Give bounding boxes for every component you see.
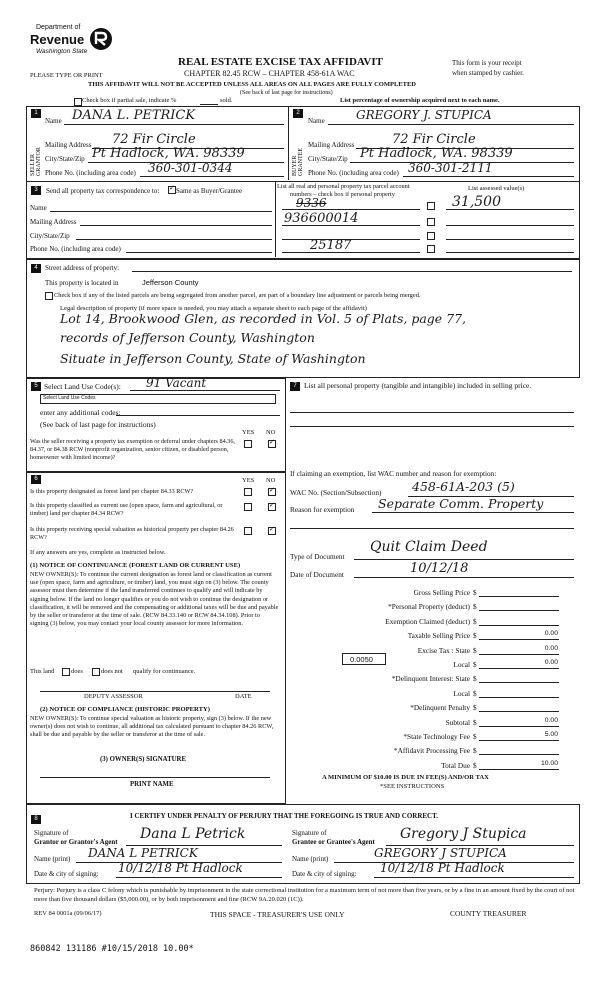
dept-label: Department of (36, 24, 81, 31)
deputy-date-label: DATE (235, 693, 252, 700)
assessed-header: List assessed value(s) (468, 185, 525, 192)
grantor-name-label: Name (print) (34, 855, 71, 863)
warning-line: THIS AFFIDAVIT WILL NOT BE ACCEPTED UNLESS ALL AREAS ON ALL PAGES ARE FULLY COMPLETED (88, 81, 416, 88)
fee-line (479, 754, 559, 755)
historic-question: Is this property receiving special valuation as historical property per chapter 84.26 RCW? (30, 526, 234, 541)
fee-label: *State Technology Fee (403, 732, 470, 741)
land-use-value[interactable]: 91 Vacant (146, 376, 207, 390)
fee-line (479, 711, 559, 712)
personal-property-line-2 (290, 426, 574, 427)
section-1-number: 1 (31, 109, 41, 118)
grantor-print-name[interactable]: DANA L PETRICK (88, 846, 198, 860)
s5-yes-header: YES (242, 429, 255, 436)
deputy-assessor-label: DEPUTY ASSESSOR (84, 693, 143, 700)
corr-city-line (76, 239, 272, 240)
historic-yes-checkbox[interactable] (244, 527, 252, 535)
fee-label: Taxable Selling Price (407, 631, 470, 641)
fee-dollar-sign: $ (473, 703, 477, 713)
s6-yes-header: YES (242, 477, 255, 484)
does-checkbox[interactable] (62, 668, 70, 676)
does-not-label: does not (101, 668, 123, 675)
land-use-label: Select Land Use Code(s): (44, 382, 121, 391)
form-title: REAL ESTATE EXCISE TAX AFFIDAVIT (178, 56, 383, 68)
parcel-number-3[interactable]: 25187 (310, 238, 352, 253)
current-use-question: Is this property classified as current use (open space, farm and agricultural, or timber) land per chapter 84.34 RCW? (30, 502, 223, 517)
fee-label: Gross Selling Price (413, 588, 470, 597)
fee-label: *Delinquent Penalty (410, 703, 470, 713)
segregated-label: Check box if any of the listed parcels are being segregated from another parcel, are part of a boundary line adjustment or parcels being merged. (54, 292, 421, 299)
fee-dollar-sign: $ (473, 717, 477, 727)
if-yes-note: If any answers are yes, complete as instructed below. (30, 549, 166, 556)
fee-label: *Affidavit Processing Fee (393, 746, 470, 756)
doc-type-value[interactable]: Quit Claim Deed (370, 539, 488, 555)
notice-continuance-body: NEW OWNER(S): To continue the current designation as forest land or classification as current use (open space, farm and agriculture, or timber) land, you must sign on (3) below. The county assessor must then determine if the land transferred continues to qualify and will indicate by signing below. If the land no longer qualifies or you do not wish to continue the designation or classification, it will be removed and the compensating or additional taxes will be due and payable by the seller or transferor at the time of sale. (RCW 84.33.140 or RCW 84.34.108). Prior to signing (3) below, you may contact your local county assessor for more information. (30, 571, 279, 628)
grantee-date-city[interactable]: 10/12/18 Pt Hadlock (380, 861, 505, 875)
revenue-label: Revenue (30, 32, 85, 47)
reason-line-2 (290, 528, 574, 529)
deputy-assessor-line (40, 691, 270, 692)
fee-dollar-sign: $ (473, 746, 477, 756)
section-7-number: 7 (290, 382, 300, 391)
seller-city-field[interactable]: Pt Hadlock, WA. 98339 (92, 146, 245, 161)
exemption-question: Was the seller receiving a property tax exemption or deferral under chapters 84.36, 84.37, or 84.38 RCW (nonprofit organization, senior citizen, or disabled person, homeowner with limited income)? (30, 438, 235, 461)
fee-label: *Personal Property (deduct) (388, 602, 470, 612)
parcel-number-2[interactable]: 936600014 (284, 211, 359, 226)
fee-dollar-sign: $ (473, 602, 477, 612)
legal-desc-line-2[interactable]: records of Jefferson County, Washington (60, 330, 315, 345)
section-5-number: 5 (31, 382, 41, 391)
s5-no-header: NO (266, 429, 276, 436)
fee-label: Excise Tax : State (417, 645, 470, 655)
assessed-line-3 (446, 239, 574, 240)
partial-pct-line (200, 104, 218, 105)
print-name-label: PRINT NAME (130, 781, 174, 788)
legal-desc-label: Legal description of property (if more space is needed, you may attach a separate sheet to each page of the affidavit) (60, 305, 367, 312)
receipt-note-1: This form is your receipt (452, 59, 522, 67)
buyer-phone-label: Phone No. (including area code) (308, 169, 399, 177)
doc-date-value[interactable]: 10/12/18 (410, 561, 469, 576)
parcel-header-2: numbers – check box if personal property (290, 191, 395, 198)
current-use-yes-checkbox[interactable] (244, 503, 252, 511)
fee-dollar-sign: $ (473, 631, 477, 641)
seller-side-label: SELLER GRANTOR (30, 147, 42, 176)
section-1-2-divider (288, 106, 289, 180)
assessed-value-1[interactable]: 31,500 (452, 194, 501, 210)
seller-phone-line (140, 176, 284, 177)
grantee-print-name[interactable]: GREGORY J STUPICA (374, 846, 507, 860)
fee-line (479, 596, 559, 597)
exemption-yes-checkbox[interactable] (244, 440, 252, 448)
section-4-number: 4 (31, 264, 41, 273)
forest-yes-checkbox[interactable] (244, 488, 252, 496)
fee-label: *Delinquent Interest: State (391, 674, 470, 684)
buyer-side-label: BUYER GRANTEE (292, 148, 304, 176)
fee-label: Subtotal (445, 717, 470, 727)
section-6-number: 6 (31, 475, 41, 484)
s6-no-header: NO (266, 477, 276, 484)
seller-addr-field[interactable]: 72 Fir Circle (112, 132, 196, 147)
fee-line (479, 610, 559, 611)
receipt-note-2: when stamped by cashier. (452, 69, 524, 77)
parcel-personal-checkbox-3[interactable] (427, 232, 435, 240)
parcel-col-divider (275, 181, 276, 257)
notice-continuance-title: (1) NOTICE OF CONTINUANCE (FOREST LAND OR CURRENT USE) (30, 562, 241, 569)
land-use-select-label: Select Land Use Codes (43, 395, 96, 401)
grantor-sig-label-2: Grantor or Grantor's Agent (34, 838, 118, 846)
please-type: PLEASE TYPE OR PRINT (30, 72, 103, 79)
grantee-sig-label-2: Grantee or Grantee's Agent (292, 838, 375, 846)
section-3-number: 3 (31, 186, 41, 195)
seller-name-line (64, 124, 284, 125)
doc-date-label: Date of Document (290, 570, 344, 579)
personal-property-line-1 (290, 412, 574, 413)
assessed-line-4 (446, 252, 574, 253)
corr-addr-label: Mailing Address (30, 218, 77, 226)
historic-no-checkbox[interactable] (268, 527, 276, 535)
state-label: Washington State (36, 48, 88, 55)
wac-label: WAC No. (Section/Subsection) (290, 488, 382, 497)
seller-city-label: City/State/Zip (45, 155, 85, 163)
grantor-date-city[interactable]: 10/12/18 Pt Hadlock (118, 861, 243, 875)
grantee-date-line (374, 877, 574, 878)
grantor-signature[interactable]: Dana L Petrick (140, 826, 246, 842)
personal-property-label: List all personal property (tangible and intangible) included in selling price. (304, 381, 532, 390)
does-label: does (71, 668, 83, 675)
doc-date-line (354, 577, 574, 578)
current-use-no-checkbox[interactable] (268, 503, 276, 511)
doc-type-label: Type of Document (290, 552, 345, 561)
dor-logo (30, 24, 120, 64)
buyer-name-line (328, 124, 574, 125)
buyer-phone-field[interactable]: 360-301-2111 (408, 161, 493, 175)
fee-line (479, 726, 559, 727)
send-correspondence-label: Send all property tax correspondence to: (46, 187, 160, 195)
logo-mark-icon (88, 26, 114, 52)
buyer-addr-label: Mailing Address (308, 141, 355, 149)
reason-line (372, 512, 574, 513)
does-not-checkbox[interactable] (92, 668, 100, 676)
buyer-city-label: City/State/Zip (308, 155, 348, 163)
seller-addr-label: Mailing Address (45, 141, 92, 149)
fee-label: Local (453, 660, 470, 669)
parcel-header-1: List all real and personal property tax parcel account (277, 183, 410, 190)
corr-city-label: City/State/Zip (30, 232, 70, 240)
reason-value[interactable]: Separate Comm. Property (378, 496, 544, 511)
notice-compliance-body: NEW OWNER(S): To continue special valuation as historic property, sign (3) below. If the new owner(s) does not wish to continue, all additional tax calculated pursuant to chapter 84.26 RCW, shall be due and payable by the seller or transferor at the time of sale. (30, 715, 274, 739)
seller-phone-label: Phone No. (including area code) (45, 169, 136, 177)
see-back-note: (See back of last page for instructions) (240, 90, 333, 96)
fee-dollar-sign: $ (473, 588, 477, 597)
fee-value[interactable]: 0.00 (544, 659, 558, 666)
corr-phone-label: Phone No. (including area code) (30, 245, 121, 253)
fee-line (479, 740, 559, 741)
fee-line (479, 682, 559, 683)
notice-compliance-title: (2) NOTICE OF COMPLIANCE (HISTORIC PROPERTY) (40, 706, 210, 713)
parcel-personal-checkbox-2[interactable] (427, 218, 435, 226)
corr-name-label: Name (30, 204, 47, 212)
land-use-see-back: (See back of last page for instructions) (40, 420, 156, 429)
partial-sale-checkbox[interactable] (74, 98, 82, 106)
fee-value[interactable]: 5.00 (544, 731, 558, 738)
seller-name-label: Name (45, 117, 62, 125)
corr-phone-line (126, 252, 272, 253)
seller-name-field[interactable]: DANA L. PETRICK (72, 108, 196, 123)
owner-signature-line (40, 777, 270, 778)
same-as-buyer-label: Same as Buyer/Grantee (176, 187, 243, 195)
land-qualify-label: This land (30, 668, 55, 675)
owner-signature-label: (3) OWNER(S) SIGNATURE (100, 756, 186, 763)
land-use-line (130, 390, 280, 391)
receipt-stamp: 860842 131186 #10/15/2018 10.00* (30, 944, 194, 954)
grantee-name-label: Name (print) (292, 855, 329, 863)
fee-line (479, 654, 559, 655)
grantor-date-label: Date & city of signing: (34, 870, 99, 878)
segregated-checkbox[interactable] (45, 292, 53, 300)
legal-desc-line-3[interactable]: Situate in Jefferson County, State of Washington (60, 351, 366, 366)
parcel-number-1[interactable]: 9336 (296, 196, 327, 210)
fee-label: Exemption Claimed (deduct) (385, 616, 470, 626)
section-6-box (26, 472, 286, 804)
assessed-line-2 (446, 225, 574, 226)
rev-code: REV 84 0001a (09/06/17) (34, 910, 102, 917)
grantee-signature[interactable]: Gregory J Stupica (400, 826, 527, 842)
buyer-name-field[interactable]: GREGORY J. STUPICA (356, 108, 492, 122)
corr-addr-line (80, 225, 272, 226)
parcel-personal-checkbox-4[interactable] (427, 245, 435, 253)
fee-label: Total Due (441, 760, 470, 770)
perjury-notice: Perjury: Perjury is a class C felony which is punishable by imprisonment in the state correctional institution for a maximum term of not more than five years, or by a fine in an amount fixed by the court of not more than five thousand dollars ($5,000.00), or by both imprisonment and fine (RCW 9A.20.020 (1C)). (34, 887, 575, 903)
pct-ownership-label: List percentage of ownership acquired next to each name. (340, 97, 500, 104)
fee-value[interactable]: 0.00 (544, 716, 558, 724)
buyer-phone-line (403, 176, 574, 177)
reason-label: Reason for exemption (290, 505, 355, 514)
county-value: Jefferson County (142, 278, 199, 287)
section-2-number: 2 (293, 109, 303, 118)
local-rate-value: 0.0050 (350, 655, 373, 664)
fee-line (479, 769, 559, 770)
minimum-due-note: A MINIMUM OF $10.00 IS DUE IN FEE(S) AND/OR TAX (322, 774, 489, 781)
partial-sale-label: Check box if partial sale, indicate % (82, 97, 177, 104)
same-as-buyer-checkbox[interactable] (168, 186, 176, 194)
sold-label: sold. (220, 97, 233, 104)
fee-label: Local (453, 688, 470, 698)
buyer-addr-field[interactable]: 72 Fir Circle (392, 132, 476, 147)
seller-phone-field[interactable]: 360-301-0344 (148, 161, 233, 175)
exemption-no-checkbox[interactable] (268, 440, 276, 448)
grantee-date-label: Date & city of signing: (292, 870, 357, 878)
section-8-number: 8 (31, 815, 41, 824)
fee-line (479, 697, 559, 698)
county-treasurer: COUNTY TREASURER (450, 909, 527, 918)
fee-dollar-sign: $ (473, 760, 477, 770)
additional-codes-label: enter any additional codes: (40, 408, 121, 417)
fee-line (479, 668, 559, 669)
located-label: This property is located in (45, 279, 119, 287)
fee-dollar-sign: $ (473, 660, 477, 669)
fee-dollar-sign: $ (473, 732, 477, 741)
grantor-date-line (116, 877, 282, 878)
doc-type-line (354, 559, 574, 560)
additional-codes-line (116, 415, 280, 416)
fee-dollar-sign: $ (473, 674, 477, 684)
fee-line (479, 625, 559, 626)
grantor-sig-label-1: Signature of (34, 829, 69, 837)
buyer-name-label: Name (308, 117, 325, 125)
wac-value[interactable]: 458-61A-203 (5) (412, 479, 515, 494)
parcel-personal-checkbox-1[interactable] (427, 202, 435, 210)
fee-value[interactable]: 10.00 (540, 759, 558, 767)
treasurer-space: THIS SPACE - TREASURER'S USE ONLY (210, 910, 345, 919)
fee-dollar-sign: $ (473, 688, 477, 698)
street-address-label: Street address of property: (45, 264, 120, 272)
forest-no-checkbox[interactable] (268, 488, 276, 496)
fee-value[interactable]: 0.00 (544, 644, 558, 652)
qualify-label: qualify for continuance. (133, 668, 196, 675)
fee-line (479, 639, 559, 640)
fee-dollar-sign: $ (473, 616, 477, 626)
claiming-exemption-label: If claiming an exemption, list WAC number and reason for exemption: (290, 469, 497, 478)
forest-land-question: Is this property designated as forest land per chapter 84.33 RCW? (30, 488, 194, 495)
fee-value[interactable]: 0.00 (544, 630, 558, 638)
fee-dollar-sign: $ (473, 645, 477, 655)
legal-desc-line-1[interactable]: Lot 14, Brookwood Glen, as recorded in Vol. 5 of Plats, page 77, (60, 311, 467, 326)
grantee-sig-label-1: Signature of (292, 829, 327, 837)
buyer-city-field[interactable]: Pt Hadlock, WA. 98339 (360, 146, 513, 161)
corr-name-line (50, 211, 272, 212)
form-chapter: CHAPTER 82.45 RCW – CHAPTER 458-61A WAC (184, 69, 355, 78)
certify-statement: I CERTIFY UNDER PENALTY OF PERJURY THAT THE FOREGOING IS TRUE AND CORRECT. (130, 812, 439, 820)
street-address-line (132, 271, 572, 272)
see-instructions-note: *SEE INSTRUCTIONS (380, 783, 445, 790)
